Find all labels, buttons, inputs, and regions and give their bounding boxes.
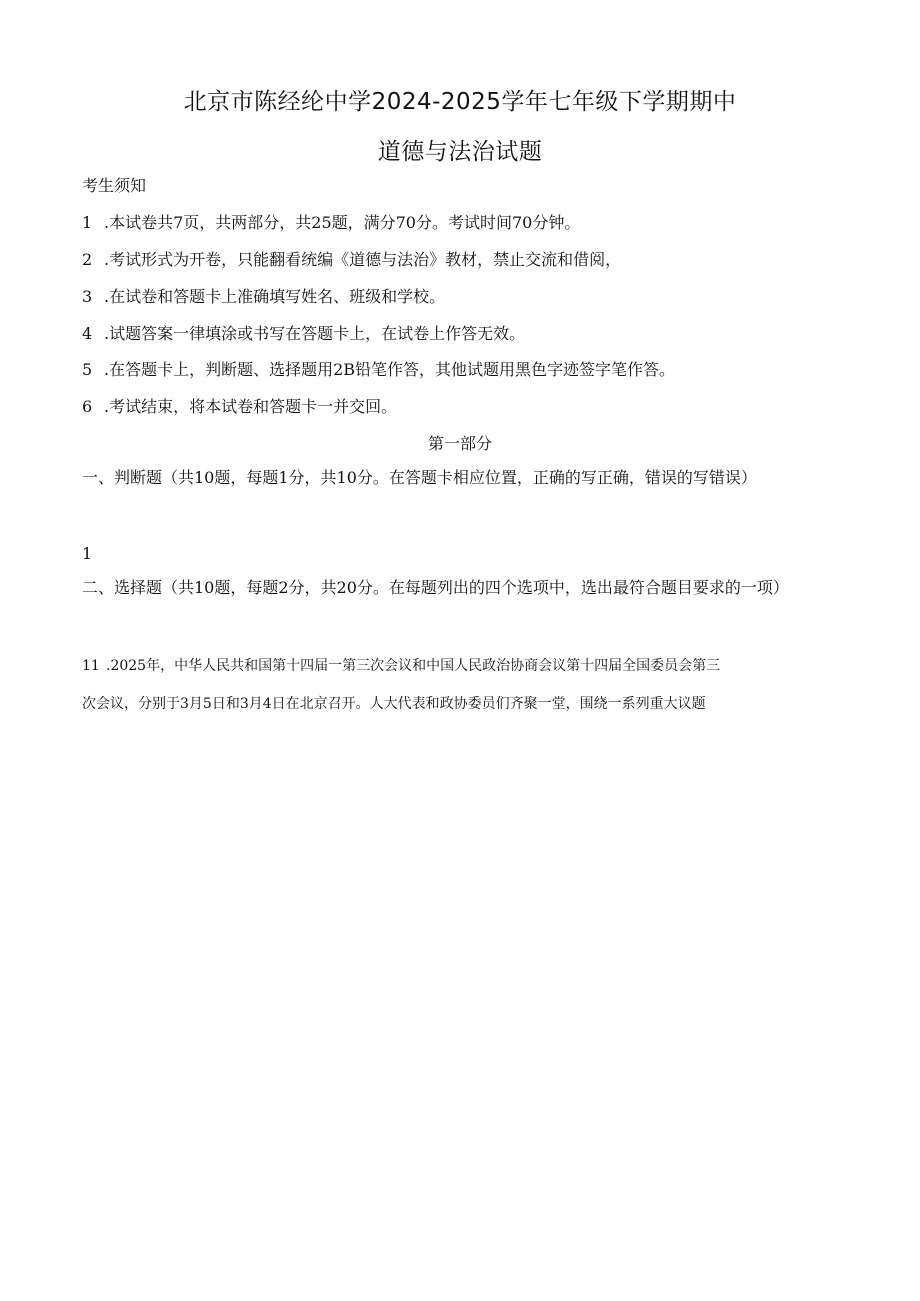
notice-item-number: 4 bbox=[82, 324, 93, 343]
notice-item-number: 6 bbox=[82, 397, 93, 416]
question-text: .2025年，中华人民共和国第十四届一第三次会议和中国人民政治协商会议第十四届全国委员会第三 bbox=[106, 658, 721, 674]
notice-item-text: .在试卷和答题卡上准确填写姓名、班级和学校。 bbox=[104, 287, 446, 306]
notice-item-number: 2 bbox=[82, 250, 93, 269]
notice-item bbox=[82, 286, 445, 308]
notice-item bbox=[82, 249, 621, 271]
question-number: 11 bbox=[82, 658, 100, 674]
notice-item bbox=[82, 359, 675, 381]
question-11-line2: 次会议，分别于3月5日和3月4日在北京召开。人大代表和政协委员们齐聚一堂，围绕一系列重大议题 bbox=[82, 696, 706, 712]
question-11-line1 bbox=[82, 656, 720, 676]
notice-item-number: 5 bbox=[82, 360, 93, 379]
exam-title-line1: 北京市陈经纶中学2024-2025学年七年级下学期期中 bbox=[183, 89, 737, 115]
notice-item bbox=[82, 396, 397, 418]
notice-item-text: .本试卷共7页，共两部分，共25题，满分70分。考试时间70分钟。 bbox=[104, 213, 581, 232]
section-heading-choice: 二、选择题（共10题，每题2分，共20分。在每题列出的四个选项中，选出最符合题目要求的一项） bbox=[82, 578, 789, 597]
notice-heading: 考生须知 bbox=[82, 176, 147, 195]
notice-item bbox=[82, 212, 580, 234]
judgment-item-number: 1 bbox=[82, 544, 93, 563]
notice-item-text: .考试形式为开卷，只能翻看统编《道德与法治》教材，禁止交流和借阅， bbox=[104, 250, 622, 269]
notice-item bbox=[82, 323, 525, 345]
notice-item-text: .试题答案一律填涂或书写在答题卡上，在试卷上作答无效。 bbox=[104, 324, 526, 343]
part-title: 第一部分 bbox=[427, 434, 492, 453]
notice-item-number: 1 bbox=[82, 213, 93, 232]
exam-title-line2: 道德与法治试题 bbox=[377, 139, 543, 165]
notice-item-text: .考试结束，将本试卷和答题卡一并交回。 bbox=[104, 397, 398, 416]
notice-item-text: .在答题卡上，判断题、选择题用2B铅笔作答，其他试题用黑色字迹签字笔作答。 bbox=[104, 360, 676, 379]
section-heading-judgment: 一、判断题（共10题，每题1分，共10分。在答题卡相应位置，正确的写正确，错误的写错误） bbox=[82, 468, 757, 487]
notice-item-number: 3 bbox=[82, 287, 93, 306]
